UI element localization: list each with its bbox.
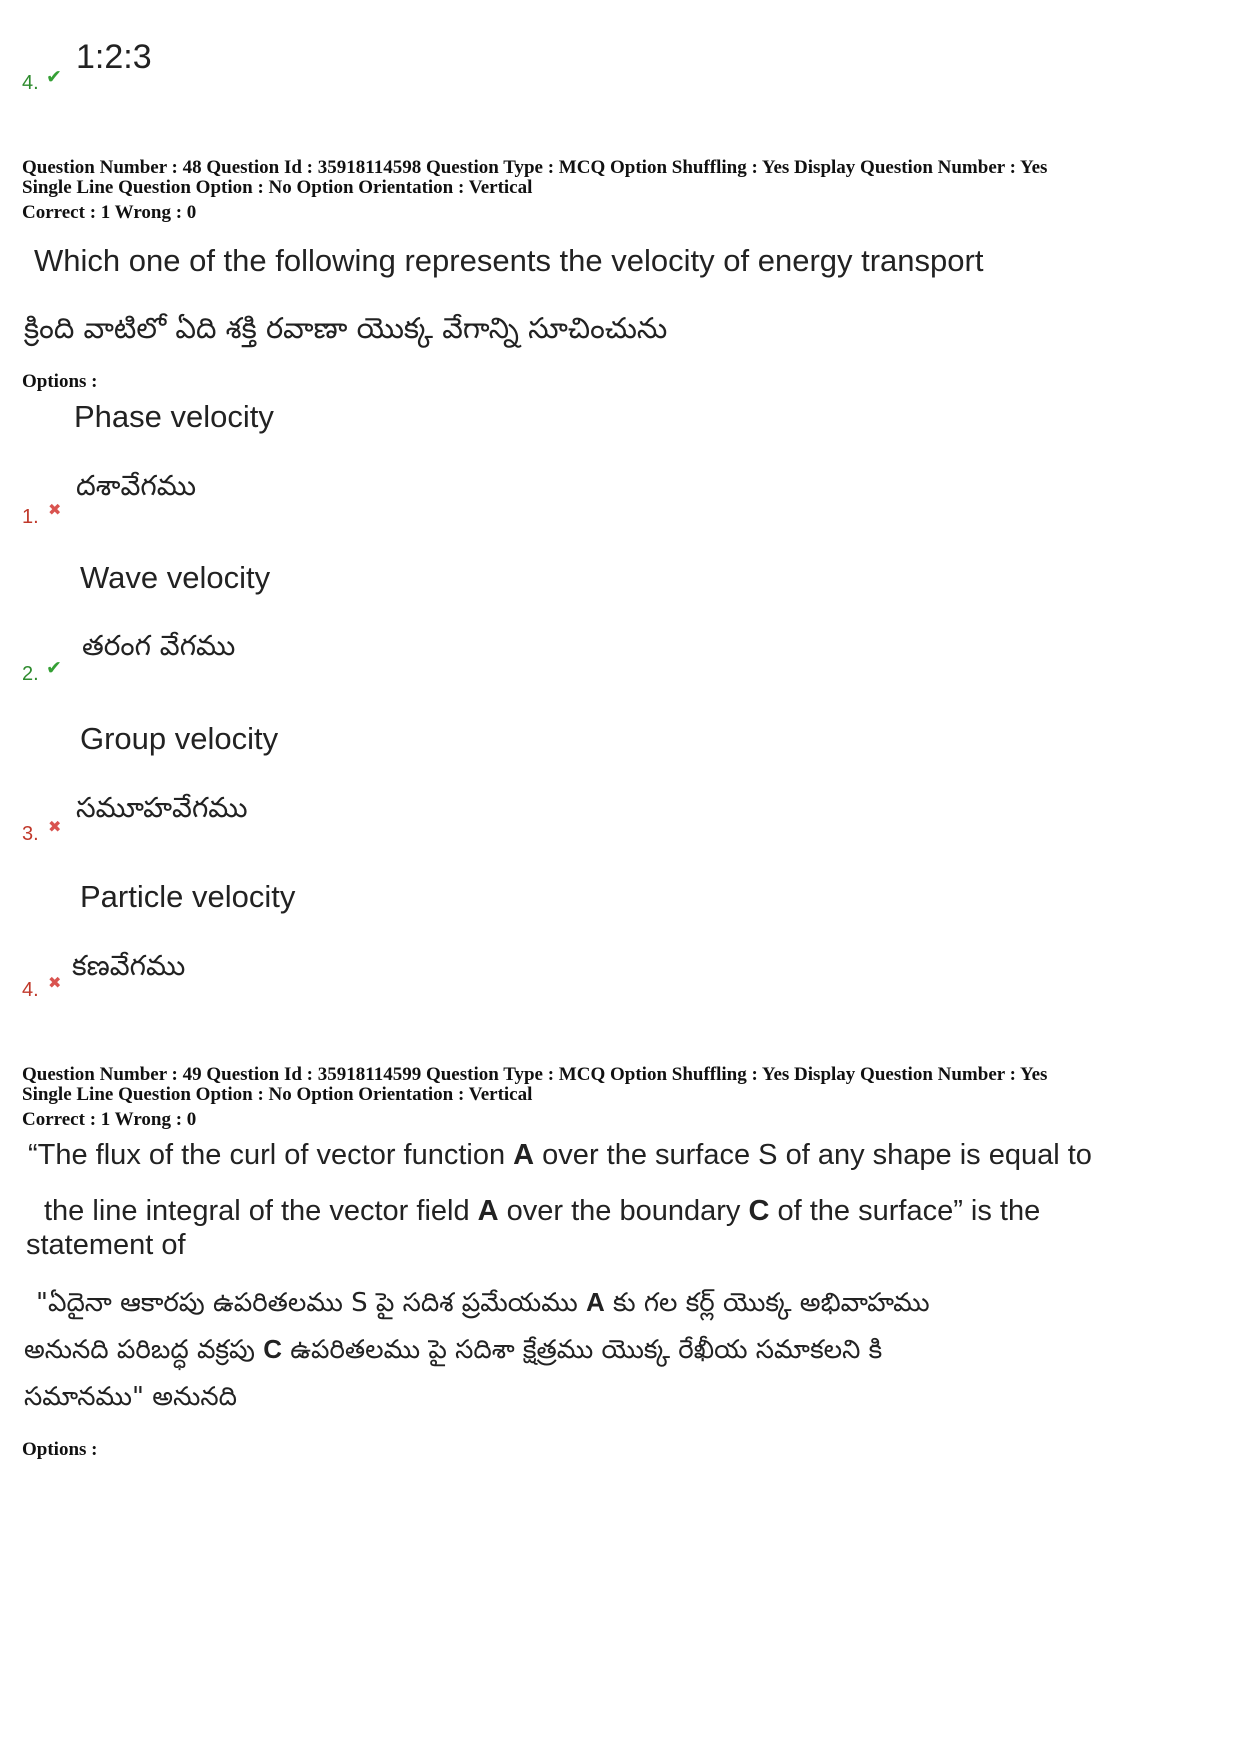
question-text-en: Which one of the following represents the velocity of energy transport bbox=[34, 243, 984, 278]
question-text-te-line1 bbox=[36, 1287, 930, 1324]
question-text-en-line3: statement of bbox=[26, 1229, 186, 1261]
text-segment: of the surface” is the bbox=[769, 1195, 1041, 1227]
cross-icon: ✖ bbox=[48, 500, 62, 519]
cross-icon: ✖ bbox=[48, 817, 62, 836]
check-icon: ✔ bbox=[46, 657, 62, 679]
text-segment: “The flux of the curl of vector function bbox=[28, 1139, 514, 1171]
vector-symbol: A bbox=[513, 1139, 535, 1171]
options-label: Options : bbox=[22, 371, 98, 392]
option-1-text-te: దశావేగము bbox=[76, 469, 197, 502]
option-2-text-te: తరంగ వేగము bbox=[82, 629, 236, 662]
option-number: 4. bbox=[22, 72, 39, 94]
question-meta-line1: Question Number : 48 Question Id : 35918114598 Question Type : MCQ Option Shuffling : Yes Display Question Number : Yes bbox=[22, 157, 1048, 178]
option-1-text-en: Phase velocity bbox=[74, 399, 274, 434]
vector-symbol: A bbox=[477, 1195, 499, 1227]
question-meta bbox=[22, 158, 1222, 198]
option-2-number: 2. bbox=[22, 663, 39, 685]
question-text-te-line3: సమానము" అనునది bbox=[24, 1382, 237, 1412]
question-text-te: క్రింది వాటిలో ఏది శక్తి రవాణా యొక్క వేగాన్ని సూచించును bbox=[24, 311, 668, 345]
text-segment: ఉపరితలము పై సదిశా క్షేత్రము యొక్క రేఖీయ సమాకలని కి bbox=[282, 1335, 883, 1365]
text-segment: over the surface S of any shape is equal to bbox=[534, 1139, 1092, 1171]
option-3-text-en: Group velocity bbox=[80, 721, 279, 756]
text-segment: over the boundary bbox=[498, 1195, 749, 1227]
question-meta-line2: Single Line Question Option : No Option Orientation : Vertical bbox=[22, 177, 533, 198]
option-text: 1:2:3 bbox=[76, 38, 152, 76]
option-2-text-en: Wave velocity bbox=[80, 560, 271, 595]
question-meta-line1: Question Number : 49 Question Id : 35918114599 Question Type : MCQ Option Shuffling : Yes Display Question Number : Yes bbox=[22, 1064, 1048, 1085]
boundary-symbol: C bbox=[748, 1195, 770, 1227]
text-segment: "ఏదైనా ఆకారపు ఉపరితలము S పై సదిశ ప్రమేయము bbox=[36, 1288, 586, 1318]
boundary-symbol: C bbox=[263, 1334, 282, 1364]
option-1-number: 1. bbox=[22, 506, 39, 528]
options-label: Options : bbox=[22, 1439, 98, 1460]
score-line: Correct : 1 Wrong : 0 bbox=[22, 202, 197, 223]
text-segment: the line integral of the vector field bbox=[44, 1195, 478, 1227]
question-text-en-line1 bbox=[28, 1139, 1092, 1172]
option-4-text-te: కణవేగము bbox=[72, 949, 186, 982]
vector-symbol: A bbox=[585, 1287, 605, 1317]
check-icon: ✔ bbox=[46, 66, 62, 88]
option-4-text-en: Particle velocity bbox=[80, 879, 296, 914]
score-line: Correct : 1 Wrong : 0 bbox=[22, 1109, 197, 1130]
question-meta-line2: Single Line Question Option : No Option Orientation : Vertical bbox=[22, 1084, 533, 1105]
cross-icon: ✖ bbox=[48, 973, 62, 992]
question-text-te-line2 bbox=[24, 1334, 882, 1371]
text-segment: కు గల కర్ల్ యొక్క అభివాహము bbox=[604, 1288, 930, 1318]
question-text-en-line2 bbox=[44, 1195, 1040, 1228]
option-3-number: 3. bbox=[22, 823, 39, 845]
option-3-text-te: సమూహవేగము bbox=[76, 791, 248, 824]
text-segment: అనునది పరిబద్ధ వక్రపు bbox=[24, 1335, 264, 1365]
option-4-number: 4. bbox=[22, 979, 39, 1001]
question-meta bbox=[22, 1065, 1222, 1105]
